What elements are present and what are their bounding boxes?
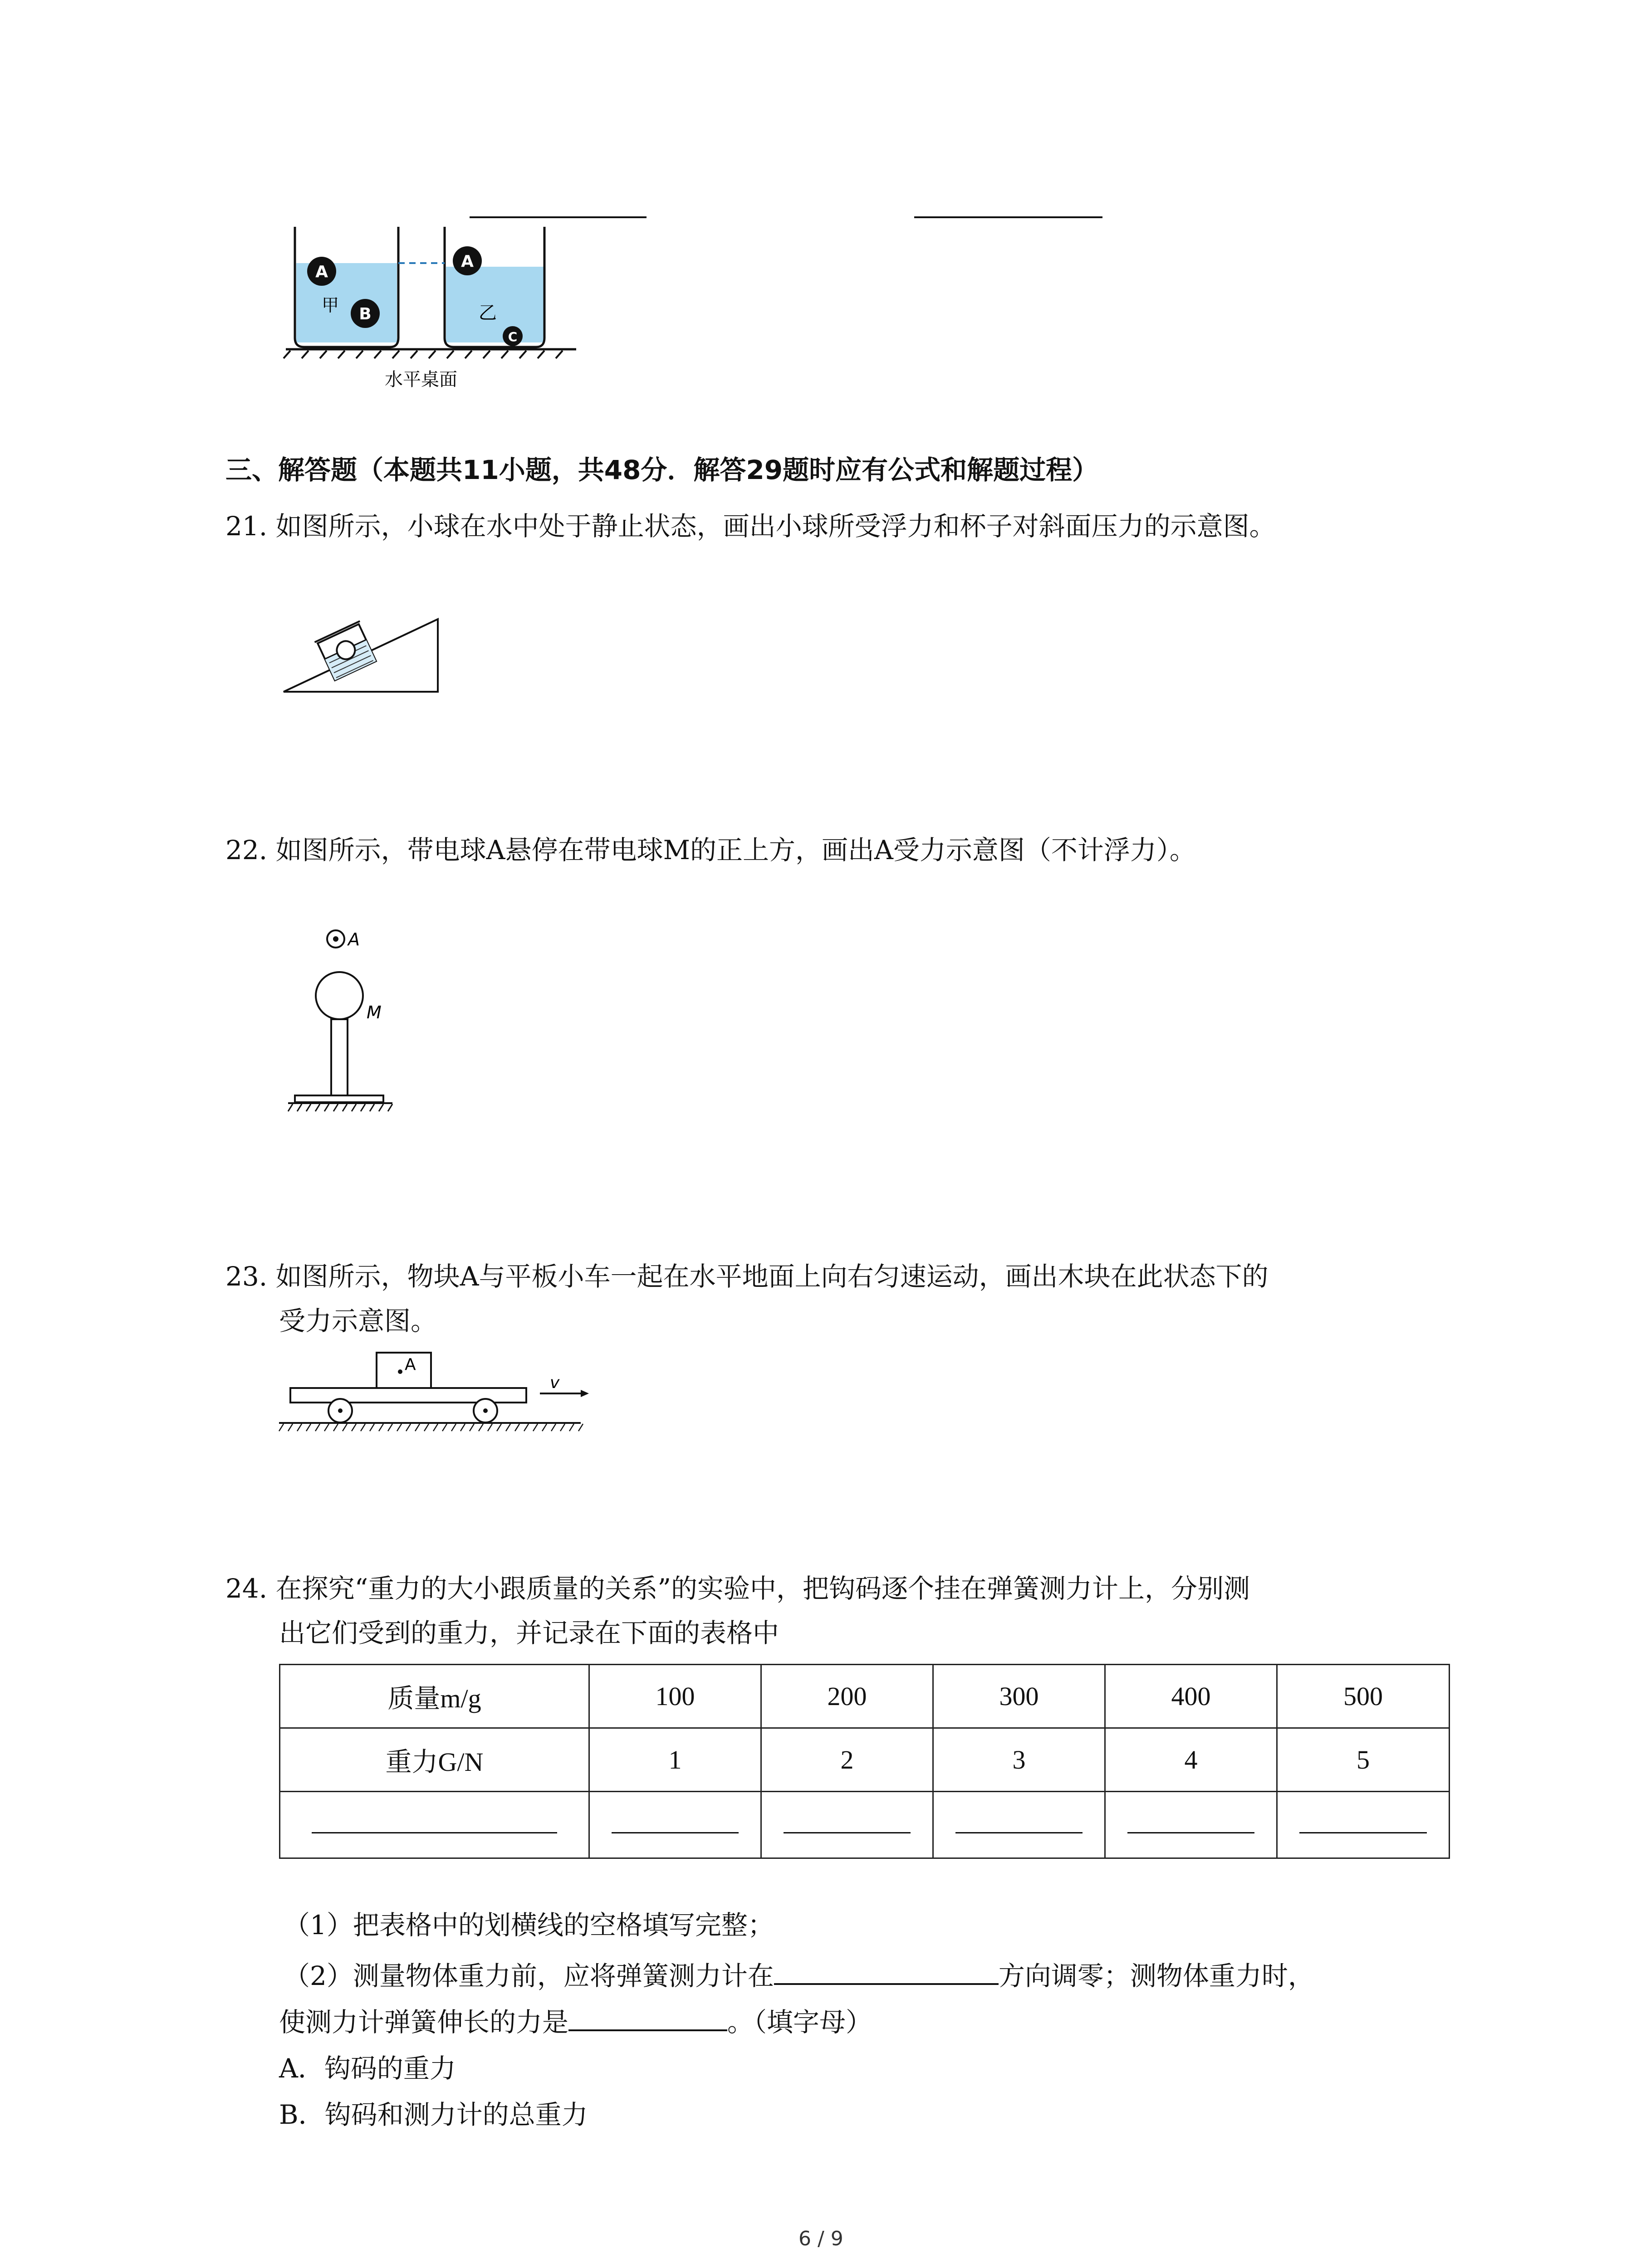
blank-cell[interactable] (1277, 1791, 1450, 1858)
gravity-cell: 5 (1277, 1728, 1450, 1791)
mass-header: 质量m/g (280, 1665, 589, 1728)
q23-line1: 23. 如图所示，物块A与平板小车一起在水平地面上向右匀速运动，画出木块在此状态下的 (225, 1261, 1269, 1292)
q21-text: 21. 如图所示，小球在水中处于静止状态，画出小球所受浮力和杯子对斜面压力的示意图。 (225, 511, 1276, 542)
beakers-figure (277, 222, 585, 399)
label-yi: 乙 (479, 303, 497, 323)
q24-sub2-line1 (284, 1960, 1314, 1992)
ball-m-label: M (367, 1002, 382, 1022)
gravity-cell: 2 (761, 1728, 933, 1791)
table-surface-caption: 水平桌面 (385, 369, 457, 390)
charged-spheres-figure (279, 916, 424, 1116)
page-number: 6 / 9 (798, 2227, 843, 2250)
q22-text: 22. 如图所示，带电球A悬停在带电球M的正上方，画出A受力示意图（不计浮力）。 (225, 835, 1196, 865)
gravity-cell: 1 (589, 1728, 761, 1791)
block-a-label: A (405, 1355, 416, 1374)
q24-sub1: （1）把表格中的划横线的空格填写完整； (284, 1910, 774, 1941)
q24-sub2-part-d: 。（填字母） (727, 2007, 872, 2038)
q24-option-b: B．钩码和测力计的总重力 (279, 2099, 588, 2130)
stretch-force-blank[interactable] (568, 2029, 727, 2031)
q24-line1: 24. 在探究“重力的大小跟质量的关系”的实验中，把钩码逐个挂在弹簧测力计上，分别测 (225, 1573, 1250, 1604)
gravity-header: 重力G/N (280, 1728, 589, 1791)
ball-b-label: B (359, 305, 372, 323)
cart-block-figure (272, 1343, 590, 1442)
blank-cell[interactable] (761, 1791, 933, 1858)
top-answer-blank-2[interactable] (914, 216, 1102, 218)
blank-cell[interactable] (933, 1791, 1105, 1858)
label-jia: 甲 (321, 295, 339, 315)
velocity-label: v (550, 1374, 560, 1392)
gravity-mass-table (279, 1664, 1450, 1859)
incline-cup-figure (279, 599, 442, 694)
mass-cell: 300 (933, 1665, 1105, 1728)
gravity-cell: 4 (1105, 1728, 1277, 1791)
top-answer-blank-1[interactable] (470, 216, 647, 218)
ball-a-label: A (348, 929, 360, 949)
q24-option-a: A．钩码的重力 (279, 2053, 456, 2084)
mass-cell: 400 (1105, 1665, 1277, 1728)
q23-line2: 受力示意图。 (279, 1305, 437, 1336)
q24-sub2-part-c: 使测力计弹簧伸长的力是 (279, 2007, 569, 2038)
q24-sub2-part-a: （2）测量物体重力前，应将弹簧测力计在 (284, 1960, 774, 1991)
table-row (280, 1728, 1450, 1791)
mass-cell: 200 (761, 1665, 933, 1728)
table-row (280, 1665, 1450, 1728)
q24-line2: 出它们受到的重力，并记录在下面的表格中 (279, 1618, 779, 1648)
mass-cell: 100 (589, 1665, 761, 1728)
ball-c-label: C (508, 329, 518, 344)
mass-cell: 500 (1277, 1665, 1450, 1728)
q24-sub2-part-b: 方向调零；测物体重力时， (998, 1960, 1314, 1991)
blank-cell[interactable] (280, 1791, 589, 1858)
section-heading: 三、解答题（本题共11小题，共48分．解答29题时应有公式和解题过程） (225, 455, 1099, 485)
q24-sub2-line2 (279, 2007, 872, 2038)
ball-a-label: A (315, 263, 328, 281)
blank-cell[interactable] (1105, 1791, 1277, 1858)
blank-cell[interactable] (589, 1791, 761, 1858)
table-row (280, 1791, 1450, 1858)
ball-a2-label: A (461, 252, 474, 271)
gravity-cell: 3 (933, 1728, 1105, 1791)
zero-direction-blank[interactable] (774, 1983, 999, 1985)
